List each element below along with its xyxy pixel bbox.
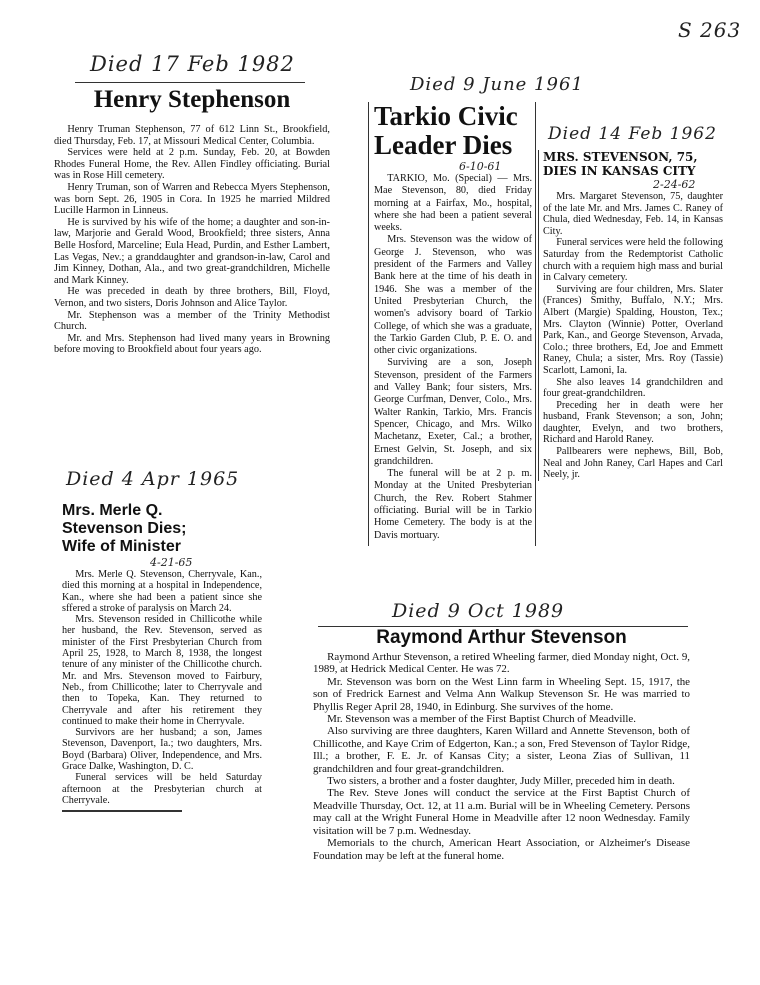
paragraph: Surviving are a son, Joseph Stevenson, president of the Farmers and Valley Bank; four sisters, Mrs. George Curfman, Denver, Colo., Mrs. Walter Rankin, Tarkio, Mrs. Francis Spencer, Chicago, and Mrs. Wilko Machetanz, Exeter, Cal.; a brother, Ernest Gelvin, St. Joseph, and six grandchildren.	[374, 357, 532, 467]
paragraph: Mr. Stevenson was a member of the First Baptist Church of Meadville.	[327, 713, 636, 726]
article-body	[543, 191, 723, 481]
article-body	[374, 173, 532, 542]
paragraph: Pallbearers were nephews, Bill, Bob, Neal and John Raney, Carl Hapes and Carl Neely, jr.	[543, 446, 723, 481]
paragraph: Funeral services will be held Saturday afternoon at the Presbyterian church at Cherryvale.	[62, 772, 262, 806]
article-body	[54, 124, 330, 356]
obituary-merle-stevenson	[62, 502, 262, 812]
paragraph: Preceding her in death were her husband, Frank Stevenson; a son, John; daughter, Evelyn, and two brothers, Richard and Harold Raney.	[543, 399, 723, 446]
obituary-mrs-stevenson-kansas-city	[538, 150, 723, 481]
paragraph: Surviving are four children, Mrs. Slater (Frances) Smithy, Buffalo, N.Y.; Mrs. Albert (Margie) Spalding, Houston, Tex.; Mrs. Clayton (Winnie) Potter, Overland Park, Kan., and George Stevenson, Arvada, Colo.; three brothers, Ed, Joe and Emmett Raney, Chula; a sister, Mrs. Roy (Tassie) Scarlott, Lamoni, Ia.	[543, 283, 723, 376]
date-note: 4-21-65	[150, 556, 193, 569]
paragraph: Also surviving are three daughters, Karen Willard and Annette Stevenson, both of Chillicothe, and Kaye Crim of Edgerton, Kan.; a son, Fred Stevenson of Taylor Ridge, Ill.; a brother, F. E. Jr. of Kansas City; a sister, Leona Zias of Sullivan, 11 grandchildren and four great-grandchildren.	[313, 725, 690, 775]
date-note: 2-24-62	[653, 178, 696, 191]
paragraph: Mrs. Stevenson was the widow of George J. Stevenson, who was president of the Farmers and Valley Bank here at the time of his death in 1946. She was a member of the United Presbyterian Church, the women's advisory board of Tarkio College, of which she was a graduate, the Tarkio Garden Club, P. E. O. and other civic organizations.	[374, 234, 532, 357]
date-note: 6-10-61	[459, 160, 502, 173]
handwritten-date: Died 17 Feb 1982	[90, 52, 295, 76]
obituary-raymond-stevenson	[313, 627, 690, 862]
paragraph: Services were held at 2 p.m. Sunday, Feb. 20, at Bowden Rhodes Funeral Home, the Rev. Allen Findley officiating. Burial was in Rose Hill cemetery.	[54, 147, 330, 182]
article-body	[313, 651, 690, 862]
paragraph: He is survived by his wife of the home; a daughter and son-in-law, Marjorie and Gerald Wood, Brookfield; three sisters, Anna Belle Hosford, Marceline; Eula Head, Purdin, and Esther Lambert, Las Vegas, Nev.; a granddaughter and grandson-in-law, Carol and Jim Kinney, Dothan, Ala., and two great-grandchildren, Michelle and Mark Kinney.	[54, 216, 330, 286]
paragraph: She also leaves 14 grandchildren and four great-grandchildren.	[543, 376, 723, 400]
headline: Raymond Arthur Stevenson	[376, 627, 627, 648]
paragraph: Mrs. Stevenson resided in Chillicothe while her husband, the Rev. Stevenson, served as minister of the First Presbyterian Church from April 25, 1928, to March 8, 1938, the longest tenure of any minister of the Chillicothe church. Mr. and Mrs. Stevenson moved to Fairbury, Neb., from Chillicothe; later to Cherryvale and then to Topeka, Kan. They returned to Cherryvale and after his retirement they continued to make their home in Cherryvale.	[62, 614, 262, 727]
handwritten-date: Died 9 Oct 1989	[392, 600, 565, 622]
headline: Henry Stephenson	[93, 86, 291, 113]
obituary-tarkio-civic-leader	[368, 102, 536, 546]
paragraph: The Rev. Steve Jones will conduct the service at the First Baptist Church of Meadville Thursday, Oct. 12, at 11 a.m. Burial will be in Wheeling Cemetery. Persons may call at the Wright Funeral Home in Meadville after 12 noon Wednesday. Family visitation will be 7 p.m. Wednesday.	[313, 787, 690, 837]
divider	[62, 810, 182, 812]
obituary-henry-stephenson	[54, 86, 330, 356]
paragraph: Mr. Stephenson was a member of the Trinity Methodist Church.	[54, 309, 330, 333]
paragraph: Memorials to the church, American Heart Association, or Alzheimer's Disease Foundation may be left at the funeral home.	[313, 837, 690, 862]
paragraph: Mr. Stevenson was born on the West Linn farm in Wheeling Sept. 15, 1917, the son of Fredrick Earnest and Velma Ann Walkup Stevenson Sr. He was married to Phyllis Reger April 28, 1940, in Edinburg. She survives of the home.	[313, 675, 690, 713]
headline: Mrs. Merle Q. Stevenson Dies; Wife of Minister	[62, 502, 187, 555]
paragraph: The funeral will be at 2 p. m. Monday at the United Presbyterian Church, the Rev. Robert Stahmer officiating. Burial will be in Tarkio Home Cemetery. The body is at the Davis mortuary.	[374, 468, 532, 541]
paragraph: Mr. and Mrs. Stephenson had lived many years in Browning before moving to Brookfield about four years ago.	[54, 332, 330, 356]
paragraph: Funeral services were held the following Saturday from the Redemptorist Catholic church with a requiem high mass and burial in Calvary cemetery.	[543, 237, 723, 284]
paragraph: He was preceded in death by three brothers, Bill, Floyd, Vernon, and two sisters, Doris Johnson and Alice Taylor.	[54, 286, 330, 309]
divider	[75, 82, 305, 83]
paragraph: Two sisters, a brother and a foster daughter, Judy Miller, preceded him in death.	[327, 775, 675, 788]
article-body	[62, 569, 262, 806]
handwritten-date: Died 14 Feb 1962	[548, 124, 717, 144]
paragraph: Mrs. Merle Q. Stevenson, Cherryvale, Kan., died this morning at a hospital in Independence, Kan., where she had been a patient since she sffered a stroke of paralysis on March 24.	[62, 569, 262, 614]
paragraph: TARKIO, Mo. (Special) — Mrs. Mae Stevenson, 80, died Friday morning at a Fairfax, Mo., hospital, where she had been a patient several weeks.	[374, 173, 532, 234]
paragraph: Mrs. Margaret Stevenson, 75, daughter of the late Mr. and Mrs. James C. Raney of Chula, died Wednesday, Feb. 14, in Kansas City.	[543, 191, 723, 237]
paragraph: Survivors are her husband; a son, James Stevenson, Davenport, Ia.; two daughters, Mrs. Boyd (Barbara) Oliver, Independence, and Mrs. Grace Dalke, Washington, D. C.	[62, 727, 262, 773]
paragraph: Henry Truman, son of Warren and Rebecca Myers Stephenson, was born Sept. 26, 1905 in Cora. In 1925 he married Mildred Lucille Harmon in Linneus.	[54, 181, 330, 217]
paragraph: Henry Truman Stephenson, 77 of 612 Linn St., Brookfield, died Thursday, Feb. 17, at Missouri Medical Center, Columbia.	[54, 124, 330, 147]
handwritten-date: Died 4 Apr 1965	[66, 468, 240, 490]
paragraph: Raymond Arthur Stevenson, a retired Wheeling farmer, died Monday night, Oct. 9, 1989, at Hedrick Medical Center. He was 72.	[313, 651, 690, 676]
handwritten-date: Died 9 June 1961	[410, 74, 584, 95]
headline: MRS. STEVENSON, 75, DIES IN KANSAS CITY	[543, 150, 698, 178]
page-note: S 263	[678, 18, 742, 42]
headline: Tarkio Civic Leader Dies	[374, 101, 518, 160]
